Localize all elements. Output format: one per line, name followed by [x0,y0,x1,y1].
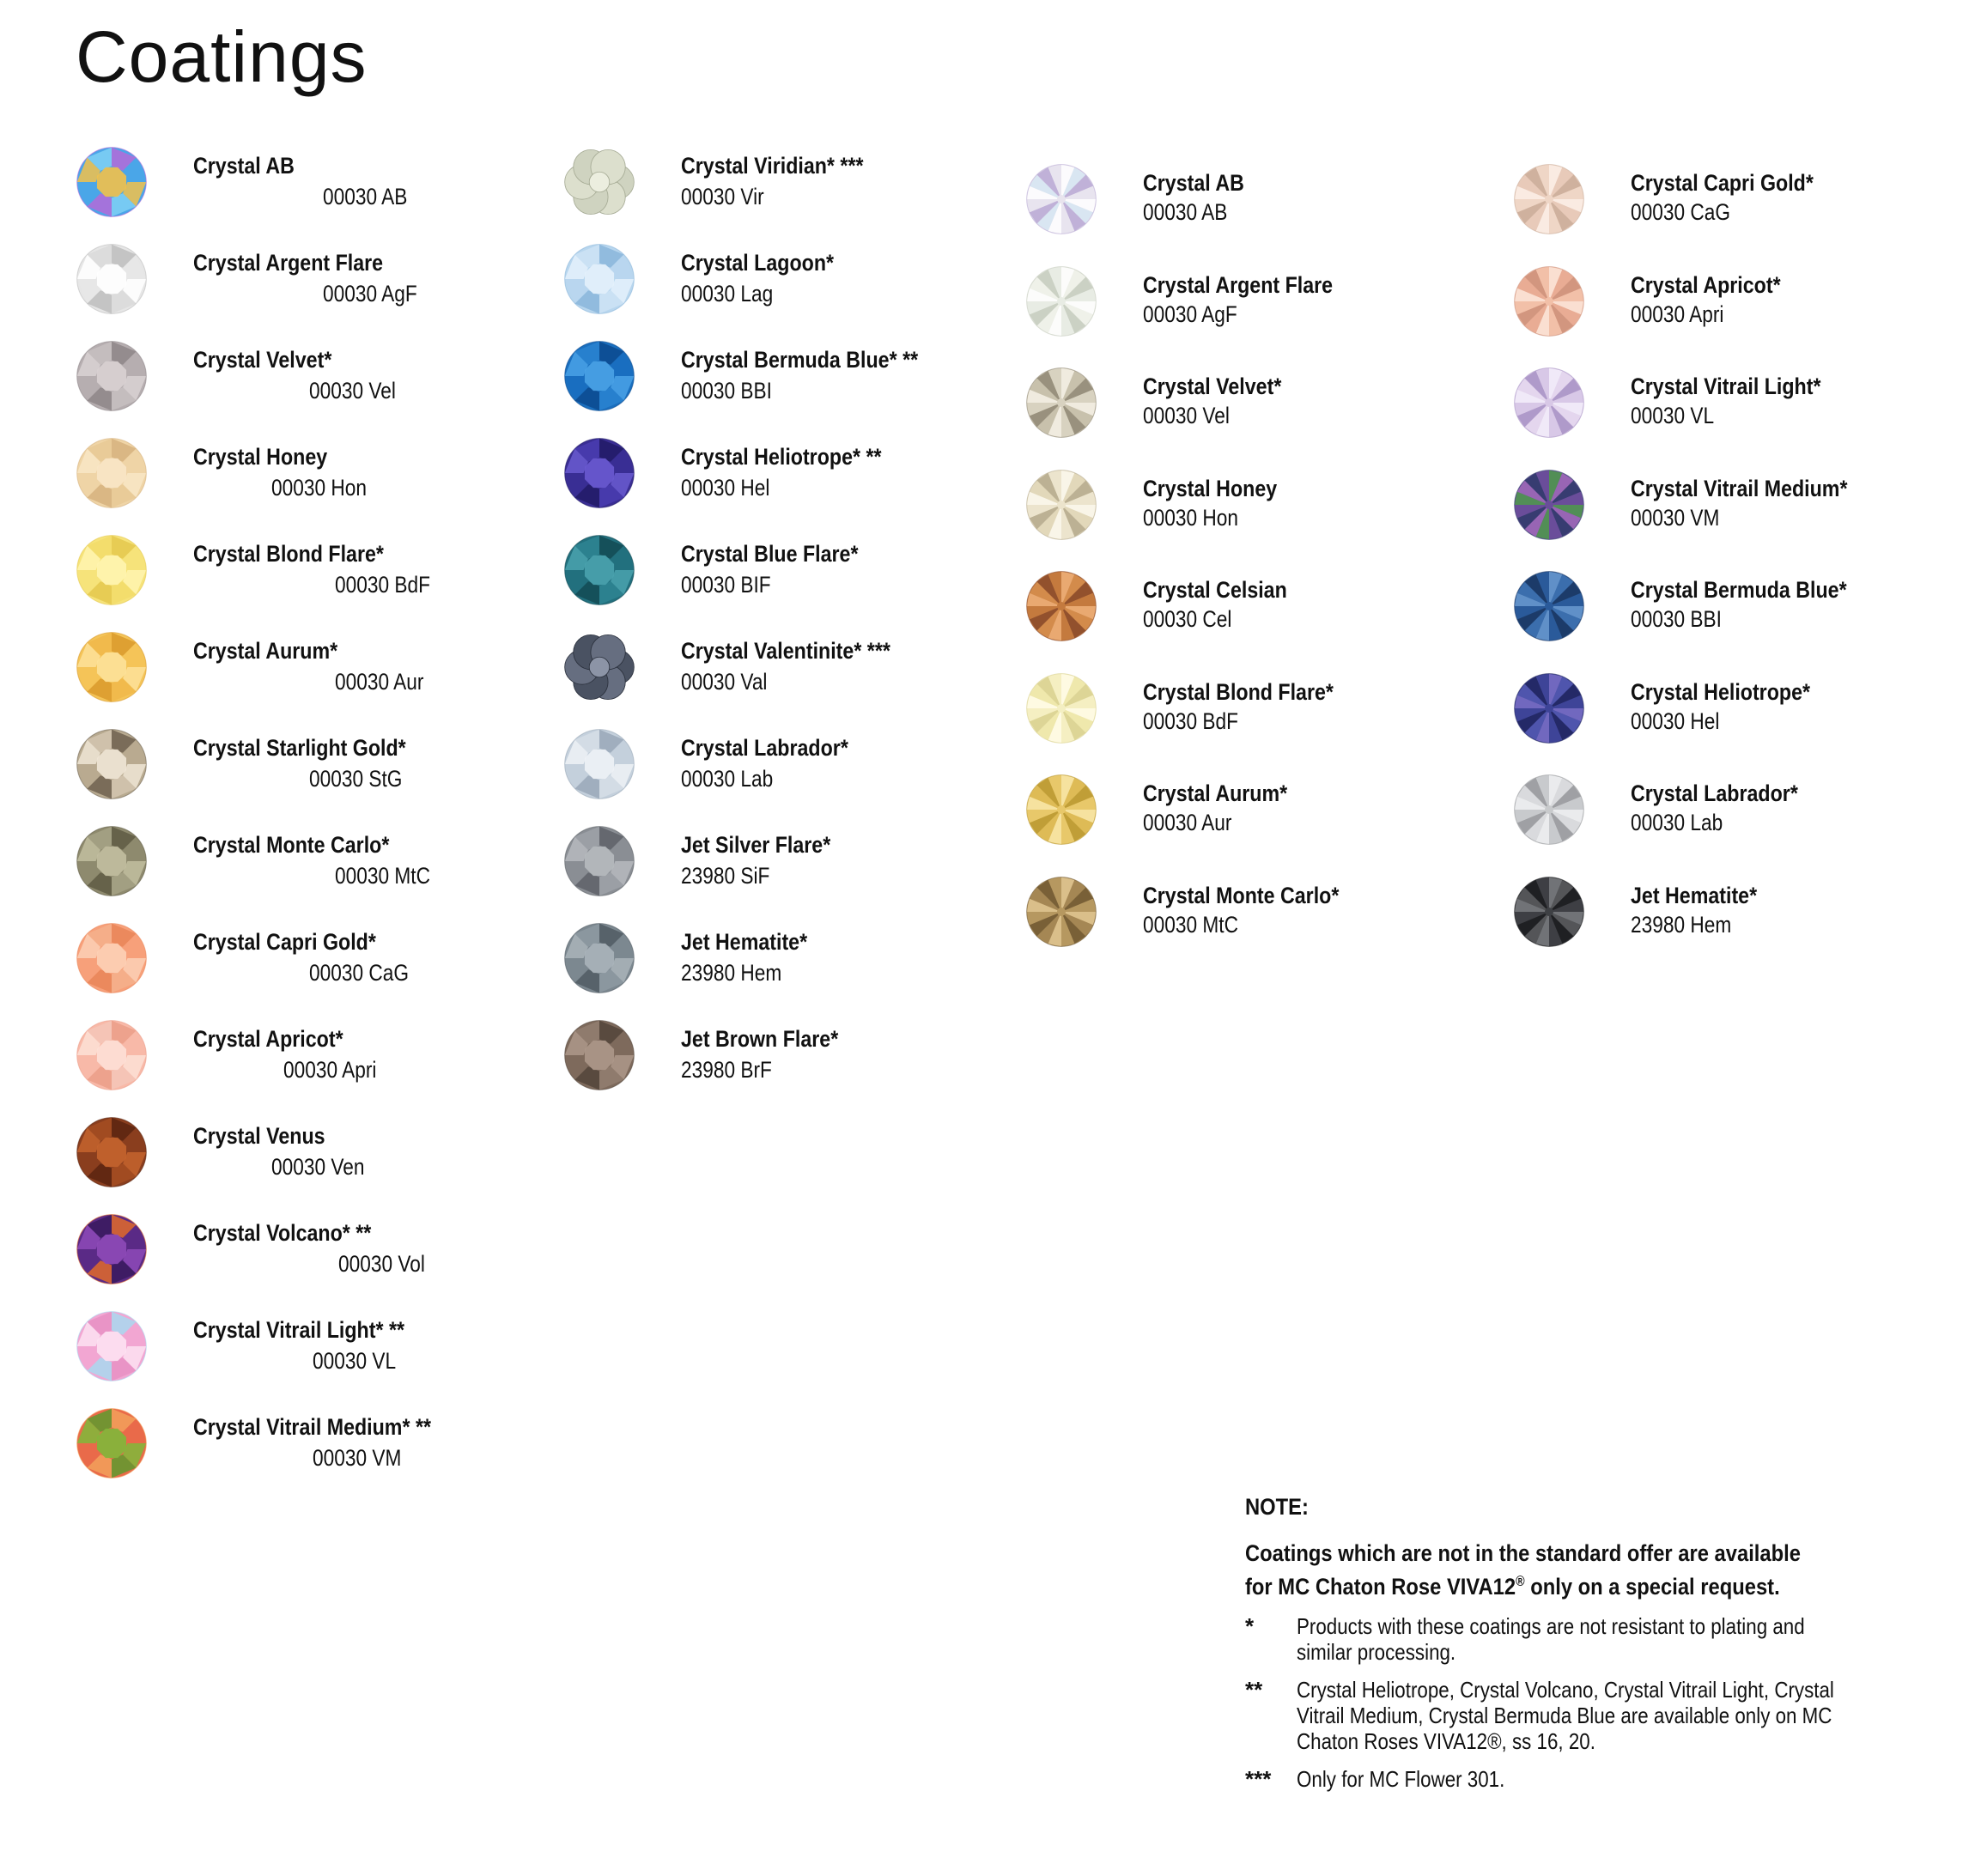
stone-swatch [76,340,148,412]
stone-swatch [76,1310,148,1382]
footnote-mark: ** [1245,1677,1263,1703]
stone-swatch [76,1213,148,1285]
coating-code: 00030 Vel [1143,403,1230,428]
stone-swatch [76,534,148,606]
note-lead [1245,1539,1850,1601]
coating-item [76,1310,556,1396]
coating-code: 23980 Hem [681,960,782,986]
coating-item [76,922,556,1008]
note-box [1245,1494,1898,1792]
coating-item [1025,469,1506,555]
coating-code: 00030 AB [1143,199,1228,225]
coating-code: 00030 VM [313,1445,402,1471]
coating-name: Crystal Capri Gold* [193,929,376,955]
coating-item [563,728,1044,814]
coating-code: 00030 Vel [309,378,396,404]
coating-item [563,146,1044,232]
stone-swatch [76,631,148,703]
coating-code: 00030 BBI [681,378,772,404]
coating-name: Crystal Apricot* [193,1026,343,1052]
coating-item [563,437,1044,523]
coating-item [76,1407,556,1493]
coating-name: Crystal Bermuda Blue* [1631,577,1847,603]
coating-name: Jet Hematite* [1631,882,1758,908]
coating-item [1513,265,1975,351]
coating-item [1025,672,1506,758]
coating-item [1513,469,1975,555]
coating-item [76,825,556,911]
coating-name: Crystal Starlight Gold* [193,735,406,761]
coating-name: Crystal Capri Gold* [1631,170,1814,196]
coating-item [76,340,556,426]
coating-name: Jet Brown Flare* [681,1026,839,1052]
coating-code: 00030 CaG [309,960,410,986]
coating-code: 00030 AgF [1143,301,1237,327]
coating-name: Crystal Viridian* *** [681,153,864,179]
coating-name: Crystal Blond Flare* [193,541,384,567]
coating-code: 00030 AgF [323,281,417,307]
coating-name: Crystal Lagoon* [681,250,835,276]
stone-swatch [563,728,635,800]
footnote [1245,1766,1898,1792]
coating-item [1025,163,1506,249]
coating-code: 00030 Aur [1143,810,1232,835]
coating-name: Crystal Vitrail Light* ** [193,1317,405,1343]
footnote-text: Crystal Heliotrope, Crystal Volcano, Crystal Vitrail Light, Crystal Vitrail Medium, Crystal Bermuda Blue are available only on MC Chaton Roses VIVA12®, ss 16, 20. [1297,1677,1834,1754]
coating-name: Crystal Velvet* [1143,373,1282,399]
note-lead-line2-post: only on a special request. [1524,1574,1780,1600]
coating-item [76,1019,556,1105]
coating-name: Crystal Aurum* [1143,780,1288,806]
stone-swatch [1513,672,1585,744]
stone-swatch [1025,672,1097,744]
note-lead-line2 [1245,1568,1850,1601]
flower-stone-swatch [563,146,635,218]
stone-swatch [563,534,635,606]
stone-swatch [1513,367,1585,439]
stone-swatch [1025,570,1097,642]
coating-name: Crystal Labrador* [1631,780,1798,806]
stone-swatch [563,922,635,994]
coating-item [563,340,1044,426]
coating-item [1513,672,1975,758]
coating-item [1025,570,1506,656]
coating-code: 23980 SiF [681,863,770,889]
coating-item [76,631,556,717]
footnote-text: Products with these coatings are not resistant to plating and similar processing. [1297,1613,1805,1665]
stone-swatch [1513,876,1585,948]
coating-code: 00030 BdF [1143,707,1238,734]
coating-code: 00030 Hel [681,475,770,501]
coating-code: 00030 MtC [1143,911,1238,938]
stone-swatch [563,243,635,315]
coating-code: 00030 VL [1631,403,1715,428]
coating-code: 00030 Vir [681,184,764,209]
coating-name: Crystal Honey [193,444,328,470]
stone-swatch [563,340,635,412]
registered-mark: ® [1516,1574,1525,1589]
coating-name: Crystal Volcano* ** [193,1220,372,1246]
stone-swatch [76,437,148,509]
coating-name: Crystal Argent Flare [1143,271,1334,298]
footnote [1245,1677,1898,1754]
coating-code: 00030 VM [1631,504,1720,531]
coating-item [563,922,1044,1008]
coating-item [76,146,556,232]
coating-code: 00030 Val [681,669,768,695]
coating-item [1513,774,1975,859]
coating-name: Crystal Bermuda Blue* ** [681,347,919,373]
stone-swatch [76,243,148,315]
coating-code: 00030 StG [309,766,403,792]
coating-code: 00030 Apri [283,1057,377,1083]
coating-item [563,825,1044,911]
coating-code: 00030 Hon [1143,504,1238,531]
coating-code: 00030 AB [323,184,408,209]
stone-swatch [76,146,148,218]
stone-swatch [563,1019,635,1091]
coating-code: 23980 BrF [681,1057,772,1083]
coating-item [1513,570,1975,656]
coating-code: 00030 Aur [335,669,424,695]
coating-item [563,534,1044,620]
stone-swatch [1025,163,1097,235]
coating-name: Jet Hematite* [681,929,808,955]
coating-item [563,243,1044,329]
note-heading: NOTE: [1245,1494,1309,1520]
coating-item [76,243,556,329]
coating-code: 23980 Hem [1631,911,1732,938]
coating-item [1513,876,1975,962]
stone-swatch [76,1116,148,1188]
stone-swatch [563,825,635,897]
coating-name: Crystal Blue Flare* [681,541,859,567]
note-lead-line2-pre: for MC Chaton Rose VIVA12 [1245,1574,1516,1600]
coating-name: Crystal Venus [193,1123,325,1149]
coating-name: Jet Silver Flare* [681,832,831,858]
coating-code: 00030 VL [313,1348,397,1374]
coating-code: 00030 Ven [271,1154,365,1180]
stone-swatch [1025,367,1097,439]
coating-item [1513,163,1975,249]
coating-code: 00030 BIF [681,572,771,598]
coating-code: 00030 Cel [1143,606,1232,632]
coating-name: Crystal Monte Carlo* [1143,882,1340,908]
coating-code: 00030 Lag [681,281,774,307]
coating-code: 00030 BBI [1631,606,1722,632]
coating-item [1025,265,1506,351]
coating-name: Crystal Monte Carlo* [193,832,390,858]
coating-name: Crystal Valentinite* *** [681,638,890,664]
coating-item [76,1213,556,1299]
coating-name: Crystal Apricot* [1631,271,1781,298]
coating-code: 00030 Apri [1631,301,1724,327]
coating-item [76,534,556,620]
stone-swatch [1513,570,1585,642]
coating-code: 00030 Hel [1631,707,1720,734]
stone-swatch [1025,876,1097,948]
stone-swatch [1513,774,1585,846]
coating-item [563,1019,1044,1105]
note-lead-line1: Coatings which are not in the standard offer are available [1245,1540,1801,1566]
coating-name: Crystal Vitrail Light* [1631,373,1821,399]
coating-name: Crystal Argent Flare [193,250,384,276]
coating-name: Crystal Honey [1143,475,1278,501]
stone-swatch [1025,469,1097,541]
coating-code: 00030 Vol [338,1251,425,1277]
coating-code: 00030 Lab [1631,810,1723,835]
stone-swatch [1513,163,1585,235]
coating-name: Crystal Heliotrope* ** [681,444,882,470]
coating-code: 00030 BdF [335,572,430,598]
coating-name: Crystal Vitrail Medium* ** [193,1414,432,1440]
stone-swatch [1513,265,1585,337]
coating-name: Crystal AB [1143,170,1244,196]
stone-swatch [76,1407,148,1479]
stone-swatch [76,1019,148,1091]
coating-name: Crystal Velvet* [193,347,332,373]
footnote-text: Only for MC Flower 301. [1297,1766,1505,1792]
coating-item [1025,367,1506,452]
stone-swatch [563,437,635,509]
stone-swatch [1025,774,1097,846]
footnote [1245,1613,1898,1665]
coating-item [1025,774,1506,859]
coating-code: 00030 Lab [681,766,774,792]
coating-name: Crystal AB [193,153,295,179]
coating-item [76,437,556,523]
coating-item [1513,367,1975,452]
coating-name: Crystal Vitrail Medium* [1631,475,1848,501]
stone-swatch [76,922,148,994]
coating-item [563,631,1044,717]
coating-code: 00030 CaG [1631,199,1731,225]
footnote-mark: * [1245,1613,1255,1639]
coating-name: Crystal Heliotrope* [1631,678,1811,705]
stone-swatch [76,728,148,800]
footnote-mark: *** [1245,1766,1272,1792]
coating-code: 00030 Hon [271,475,367,501]
coating-name: Crystal Celsian [1143,577,1287,603]
stone-swatch [1025,265,1097,337]
stone-swatch [76,825,148,897]
coating-item [1025,876,1506,962]
flower-stone-swatch [563,631,635,703]
coating-code: 00030 MtC [335,863,430,889]
page-title: Coatings [76,16,368,97]
coating-name: Crystal Aurum* [193,638,338,664]
coating-name: Crystal Labrador* [681,735,848,761]
stone-swatch [1513,469,1585,541]
coating-item [76,1116,556,1202]
coating-name: Crystal Blond Flare* [1143,678,1334,705]
coating-item [76,728,556,814]
